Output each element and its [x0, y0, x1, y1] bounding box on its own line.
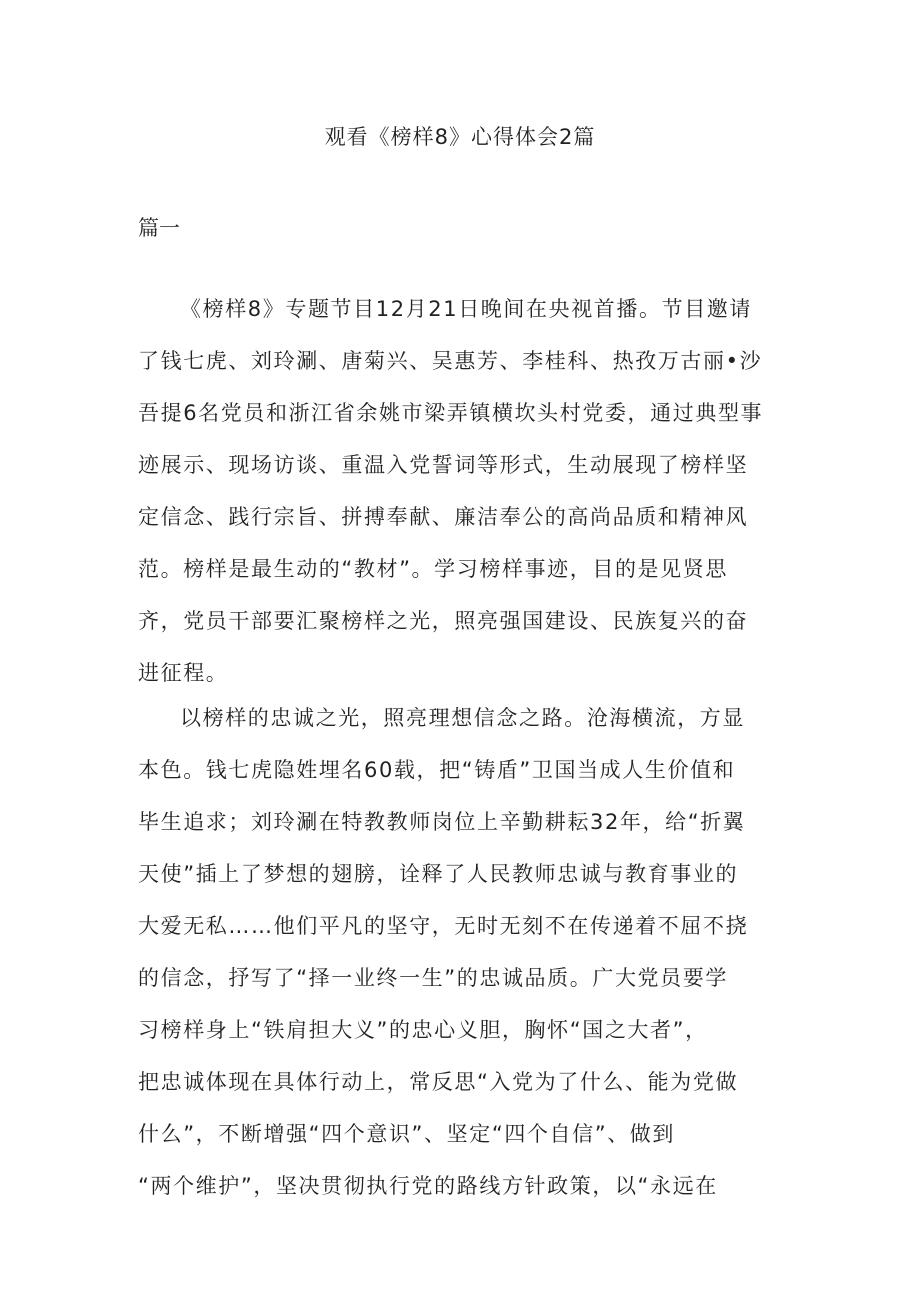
paragraph-line: 迹展示、现场访谈、重温入党誓词等形式，生动展现了榜样坚 [138, 453, 749, 477]
paragraph-line: 《榜样8》专题节目12月21日晚间在央视首播。节目邀请 [180, 297, 753, 321]
paragraph-line: 把忠诚体现在具体行动上，常反思“入党为了什么、能为党做 [138, 1070, 739, 1094]
paragraph-line: 以榜样的忠诚之光，照亮理想信念之路。沧海横流，方显 [180, 706, 745, 730]
paragraph-line: 定信念、践行宗旨、拼搏奉献、廉洁奉公的高尚品质和精神风 [138, 505, 749, 529]
paragraph-1 [138, 283, 778, 699]
paragraph-line: 毕生追求；刘玲涮在特教教师岗位上辛勤耕耘32年，给“折翼 [138, 810, 746, 834]
paragraph-line: 的信念，抒写了“择一业终一生”的忠诚品质。广大党员要学 [138, 966, 728, 990]
paragraph-line: 进征程。 [138, 661, 229, 685]
paragraph-line: 天使”插上了梦想的翅膀，诠释了人民教师忠诚与教育事业的 [138, 862, 739, 886]
paragraph-line: 什么”，不断增强“四个意识”、坚定“四个自信”、做到 [138, 1122, 675, 1146]
paragraph-line: 习榜样身上“铁肩担大义”的忠心义胆，胸怀“国之大者”， [138, 1018, 708, 1042]
paragraph-line: 本色。钱七虎隐姓埋名60载，把“铸盾”卫国当成人生价值和 [138, 758, 736, 782]
paragraph-line: “两个维护”，坚决贯彻执行党的路线方针政策，以“永远在 [138, 1174, 718, 1198]
paragraph-line: 范。榜样是最生动的“教材”。学习榜样事迹，目的是见贤思 [138, 557, 728, 581]
paragraph-line: 齐，党员干部要汇聚榜样之光，照亮强国建设、民族复兴的奋 [138, 609, 749, 633]
section-heading: 篇一 [138, 216, 180, 240]
document-title: 观看《榜样8》心得体会2篇 [324, 125, 596, 149]
paragraph-line: 吾提6名党员和浙江省余姚市梁弄镇横坎头村党委，通过典型事 [138, 401, 764, 425]
paragraph-line: 了钱七虎、刘玲涮、唐菊兴、吴惠芳、李桂科、热孜万古丽•沙 [138, 349, 763, 373]
paragraph-line: 大爱无私……他们平凡的坚守，无时无刻不在传递着不屈不挠 [138, 914, 749, 938]
paragraph-2 [138, 692, 778, 1212]
